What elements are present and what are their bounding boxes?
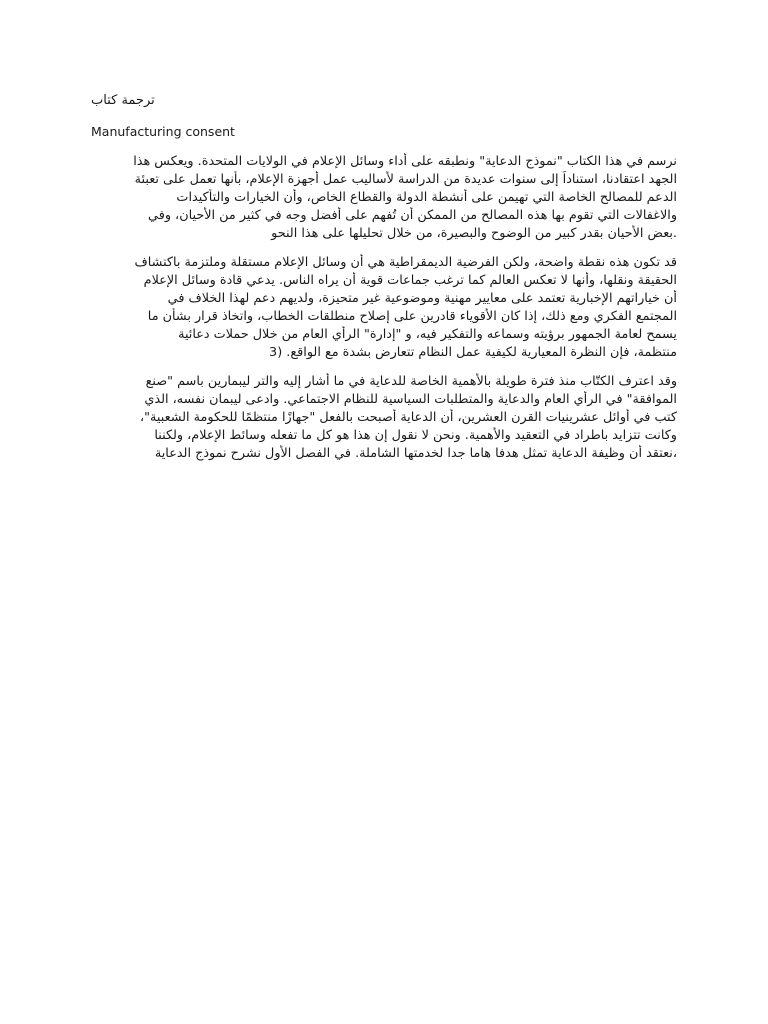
paragraph-line: يسمح لعامة الجمهور برؤيته وسماعه والتفكير فيه، و "إدارة" الرأي العام من خلال حملات دعائية [178,327,677,342]
paragraph-line: وكانت تتزايد باطراد في التعقيد والأهمية. ونحن لا نقول إن هذا هو كل ما تفعله وسائط الإعلام، ولكننا [154,428,677,443]
document-page [91,92,677,474]
paragraph-line: نرسم في هذا الكتاب "نموذج الدعاية" ونطبقه على أداء وسائل الإعلام في الولايات المتحدة. ويعكس هذا [133,154,677,169]
paragraph-2 [91,254,677,362]
paragraph-line: وقد اعترف الكتّاب منذ فترة طويلة بالأهمية الخاصة للدعاية في ما أشار إليه والتر ليبمارين باسم "صنع [145,374,677,389]
paragraph-line: ،نعتقد أن وظيفة الدعاية تمثل هدفا هاما جدا لخدمتها الشاملة. في الفصل الأول نشرح نموذج الدعاية [154,446,677,461]
paragraph-line: الحقيقة ونقلها، وأنها لا تعكس العالم كما ترغب جماعات قوية أن يراه الناس. يدعي قادة وسائل الإعلام [143,273,677,288]
paragraph-line: قد تكون هذه نقطة واضحة، ولكن الفرضية الديمقراطية هي أن وسائل الإعلام مستقلة وملتزمة باكتشاف [134,255,677,270]
paragraph-3 [91,373,677,463]
paragraph-line: أن خياراتهم الإخبارية تعتمد على معايير مهنية وموضوعية غير متحيزة، ولديهم دعم لهذا الخلاف في [167,291,677,306]
paragraph-line: الموافقة" في الرأي العام والدعاية والمتطلبات السياسية للنظام الاجتماعي. وادعى ليبمان نفسه، الذي [144,392,677,407]
paragraph-line: منتظمة، فإن النظرة المعيارية لكيفية عمل النظام تتعارض بشدة مع الواقع. (3 [269,345,677,360]
paragraph-line: كتب في أوائل عشرينيات القرن العشرين، أن الدعاية أصبحت بالفعل "جهازًا منتظمًا للحكومة الشعبية"، [139,410,677,425]
paragraph-line: والاغفالات التي تقوم بها هذه المصالح من الممكن أن تُفهم على أفضل وجه في كثير من الأحيان، وفي [148,208,677,223]
paragraph-line: الجهد اعتقادنا، استناداً إلى سنوات عديدة من الدراسة لأساليب عمل أجهزة الإعلام، بأنها تعمل على تعبئة [134,172,677,187]
document-title: ترجمة كتاب [91,93,155,108]
paragraph-line: المجتمع الفكري ومع ذلك، إذا كان الأقوياء قادرين على إصلاح منطلقات الخطاب، واتخاذ قرار بشأن ما [147,309,677,324]
document-subtitle: Manufacturing consent [91,124,235,139]
paragraph-1 [91,153,677,243]
paragraph-line: .بعض الأحيان بقدر كبير من الوضوح والبصيرة، من خلال تحليلها على هذا النحو [271,226,677,241]
paragraph-line: الدعم للمصالح الخاصة التي تهيمن على أنشطة الدولة والقطاع الخاص، وأن الخيارات والتأكيدات [176,190,677,205]
